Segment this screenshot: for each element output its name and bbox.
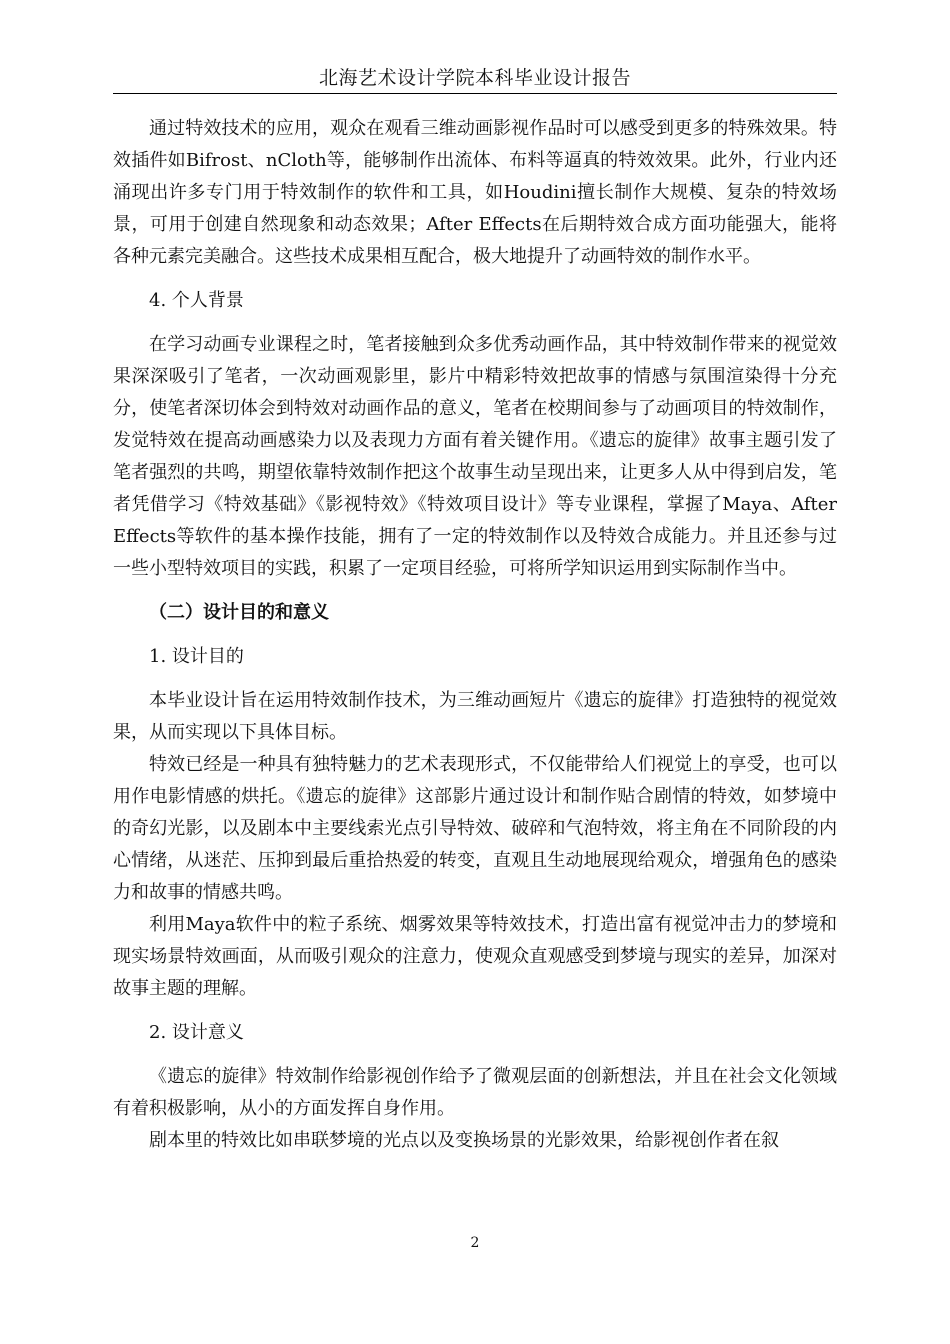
paragraph-design-purpose-maya: 利用Maya软件中的粒子系统、烟雾效果等特效技术，打造出富有视觉冲击力的梦境和现实场景特效画面，从而吸引观众的注意力，使观众直观感受到梦境与现实的差异，加深对故事主题的理解。 (113, 914, 837, 999)
section-heading-purpose-and-meaning: （二）设计目的和意义 (149, 602, 329, 623)
paragraph-design-meaning-continued: 剧本里的特效比如串联梦境的光点以及变换场景的光影效果，给影视创作者在叙 (149, 1130, 779, 1151)
body-text (113, 113, 837, 1157)
paragraph-design-purpose-emotion: 特效已经是一种具有独特魅力的艺术表现形式，不仅能带给人们视觉上的享受，也可以用作电影情感的烘托。《遗忘的旋律》这部影片通过设计和制作贴合剧情的特效，如梦境中的奇幻光影，以及剧本中主要线索光点引导特效、破碎和气泡特效，将主角在不同阶段的内心情绪，从迷茫、压抑到最后重拾热爱的转变，直观且生动地展现给观众，增强角色的感染力和故事的情感共鸣。 (113, 754, 837, 903)
page-header-title: 北海艺术设计学院本科毕业设计报告 (318, 67, 631, 89)
page-number: 2 (470, 1235, 480, 1251)
paragraph-design-purpose-intro: 本毕业设计旨在运用特效制作技术，为三维动画短片《遗忘的旋律》打造独特的视觉效果，从而实现以下具体目标。 (113, 690, 837, 743)
paragraph-design-meaning-intro: 《遗忘的旋律》特效制作给影视创作给予了微观层面的创新想法，并且在社会文化领域有着积极影响，从小的方面发挥自身作用。 (113, 1066, 837, 1119)
subheading-personal-background: 4. 个人背景 (149, 290, 244, 311)
header-divider (113, 93, 837, 94)
paragraph-personal-background: 在学习动画专业课程之时，笔者接触到众多优秀动画作品，其中特效制作带来的视觉效果深深吸引了笔者，一次动画观影里，影片中精彩特效把故事的情感与氛围渲染得十分充分，使笔者深切体会到特效对动画作品的意义，笔者在校期间参与了动画项目的特效制作，发觉特效在提高动画感染力以及表现力方面有着关键作用。《遗忘的旋律》故事主题引发了笔者强烈的共鸣，期望依靠特效制作把这个故事生动呈现出来，让更多人从中得到启发，笔者凭借学习《特效基础》《影视特效》《特效项目设计》等专业课程，掌握了Maya、After Effects等软件的基本操作技能，拥有了一定的特效制作以及特效合成能力。并且还参与过一些小型特效项目的实践，积累了一定项目经验，可将所学知识运用到实际制作当中。 (113, 334, 837, 579)
paragraph-effects-technology: 通过特效技术的应用，观众在观看三维动画影视作品时可以感受到更多的特殊效果。特效插件如Bifrost、nCloth等，能够制作出流体、布料等逼真的特效效果。此外，行业内还涌现出许多专门用于特效制作的软件和工具，如Houdini擅长制作大规模、复杂的特效场景，可用于创建自然现象和动态效果；After Effects在后期特效合成方面功能强大，能将各种元素完美融合。这些技术成果相互配合，极大地提升了动画特效的制作水平。 (113, 118, 837, 267)
subheading-design-meaning: 2. 设计意义 (149, 1022, 244, 1043)
subheading-design-purpose: 1. 设计目的 (149, 646, 244, 667)
